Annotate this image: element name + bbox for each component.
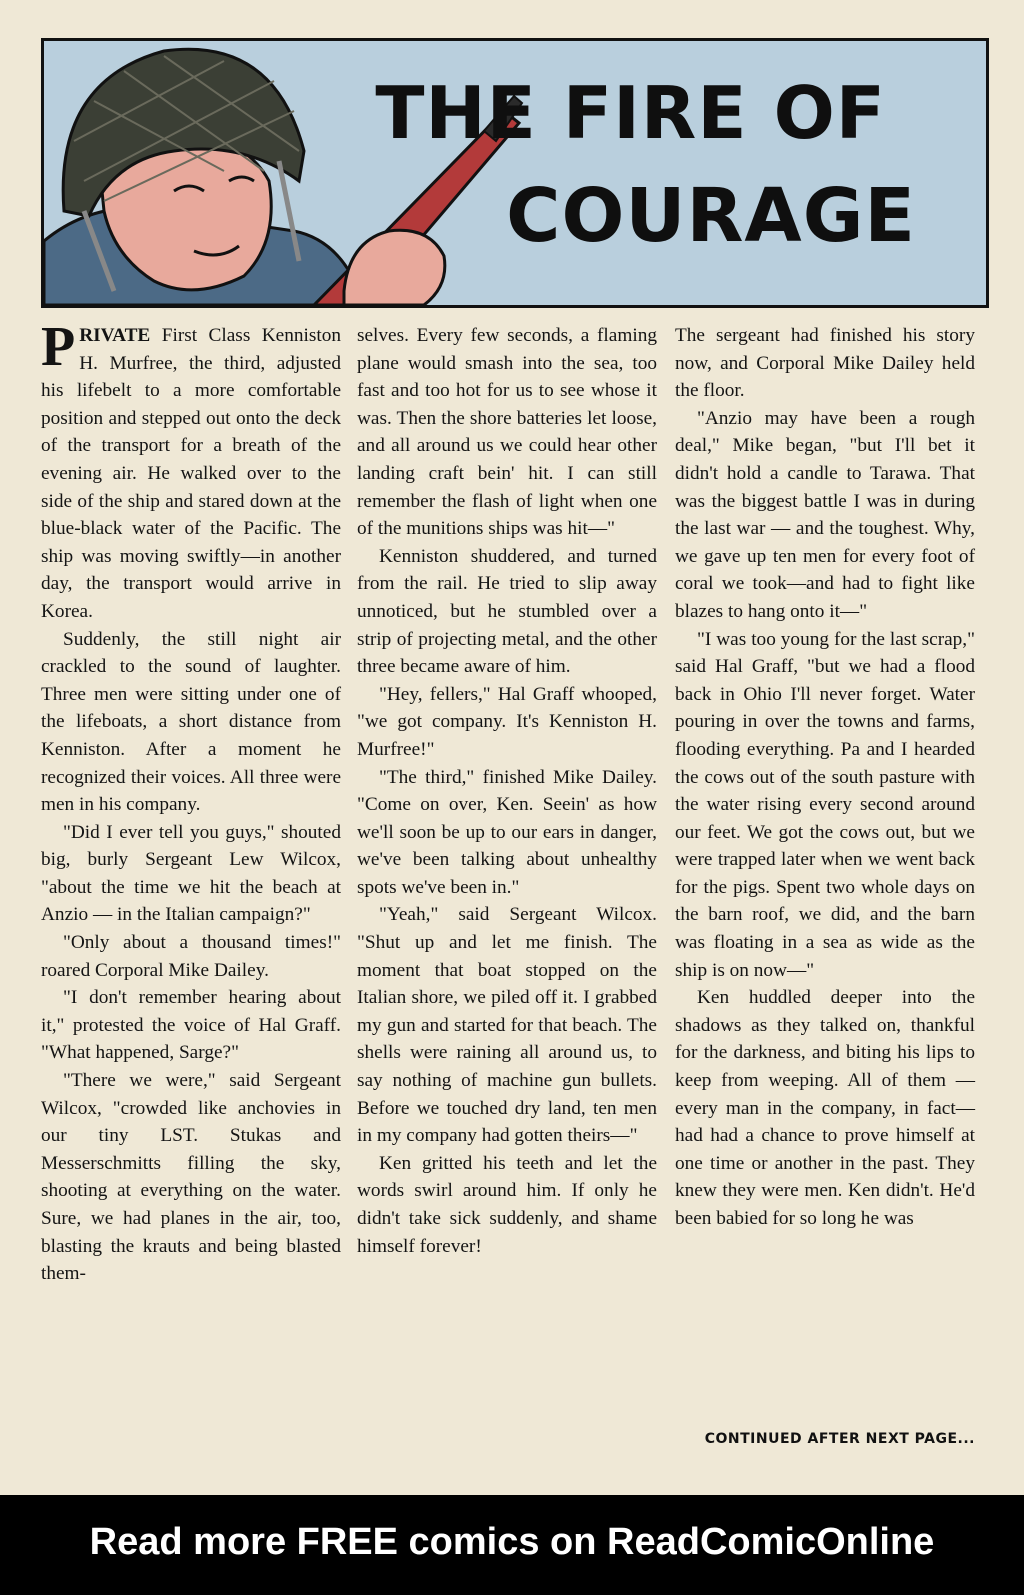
paragraph: "I don't remember hearing about it," protested the voice of Hal Graff. "What happened, Sarge?"	[41, 987, 341, 1064]
paragraph: Kenniston shuddered, and turned from the rail. He tried to slip away unnoticed, but he stumbled over a strip of projecting metal, and the other three became aware of him.	[357, 545, 657, 678]
paragraph-text: First Class Kenniston H. Murfree, the third, adjusted his lifebelt to a more comfortable position and stepped out onto the deck of the transport for a breath of the evening air. He walked over to the side of the ship and stared down at the blue-black water of the Pacific. The ship was moving swiftly—in another day, the transport would arrive in Korea.	[41, 325, 342, 622]
paragraph: "I was too young for the last scrap," said Hal Graff, "but we had a flood back in Ohio I'll never forget. Water pouring in over the towns and farms, flooding everything. Pa and I hearded the cows out of the south pasture with the water rising every second around our feet. We got the cows out, but we were trapped later when we went back for the pigs. Spent two whole days on the barn roof, we did, and the barn was floating in a sea as wide as the ship is on now—"	[675, 628, 975, 981]
title-panel	[41, 38, 989, 308]
story-title-line-1: THE FIRE OF	[375, 71, 886, 155]
paragraph: "Only about a thousand times!" roared Corporal Mike Dailey.	[41, 932, 341, 981]
paragraph: "Hey, fellers," Hal Graff whooped, "we got company. It's Kenniston H. Murfree!"	[357, 683, 657, 760]
paragraph: "There we were," said Sergeant Wilcox, "crowded like anchovies in our tiny LST. Stukas and Messerschmitts filling the sky, shooting at everything on the water. Sure, we had planes in the air, too, blasting the krauts and being blasted them-	[41, 1070, 341, 1285]
paragraph: Suddenly, the still night air crackled to the sound of laughter. Three men were sitting under one of the lifeboats, a short distance from Kenniston. After a moment he recognized their voices. All three were men in his company.	[41, 628, 341, 816]
lead-word: RIVATE	[79, 325, 151, 346]
text-column-2	[357, 322, 657, 1260]
paragraph: "Anzio may have been a rough deal," Mike began, "but I'll bet it didn't hold a candle to Tarawa. That was the biggest battle I was in during the last war — and the toughest. Why, we gave up ten men for every foot of coral we took—and had to fight like blazes to hang onto it—"	[675, 407, 975, 622]
footer-banner-text[interactable]: Read more FREE comics on ReadComicOnline	[89, 1521, 935, 1563]
paragraph: "The third," finished Mike Dailey. "Come on over, Ken. Seein' as how we'll soon be up to our ears in danger, we've been talking about unhealthy spots we've been in."	[357, 766, 657, 898]
hand-shape	[344, 230, 445, 305]
text-column-3	[675, 322, 975, 1233]
paragraph: The sergeant had finished his story now, and Corporal Mike Dailey held the floor.	[675, 325, 975, 402]
paragraph: "Did I ever tell you guys," shouted big, burly Sergeant Lew Wilcox, "about the time we hit the beach at Anzio — in the Italian campaign?"	[41, 821, 341, 926]
drop-cap: P	[41, 316, 76, 378]
story-title-line-2: COURAGE	[506, 173, 916, 259]
footer-banner[interactable]	[0, 1495, 1024, 1595]
paragraph: Ken gritted his teeth and let the words swirl around him. If only he didn't take sick suddenly, and shame himself forever!	[357, 1152, 657, 1257]
paragraph: "Yeah," said Sergeant Wilcox. "Shut up and let me finish. The moment that boat stopped on the Italian shore, we piled off it. I grabbed my gun and started for that beach. The shells were raining all around us, to say nothing of machine gun bullets. Before we touched dry land, ten men in my company had gotten theirs—"	[357, 904, 657, 1147]
paragraph: selves. Every few seconds, a flaming plane would smash into the sea, too fast and too hot for us to see whose it was. Then the shore batteries let loose, and all around us we could hear other landing craft bein' hit. I can still remember the flash of light when one of the munitions ships was hit—"	[357, 325, 657, 540]
paragraph: Ken huddled deeper into the shadows as they talked on, thankful for the darkness, and biting his lips to keep from weeping. All of them — every man in the company, in fact—had had a chance to prove himself at one time or another in the past. They knew they were men. Ken didn't. He'd been babied for so long he was	[675, 987, 975, 1229]
text-column-1	[41, 316, 342, 1288]
paragraph	[41, 316, 342, 626]
continued-notice: CONTINUED AFTER NEXT PAGE...	[704, 1431, 975, 1447]
